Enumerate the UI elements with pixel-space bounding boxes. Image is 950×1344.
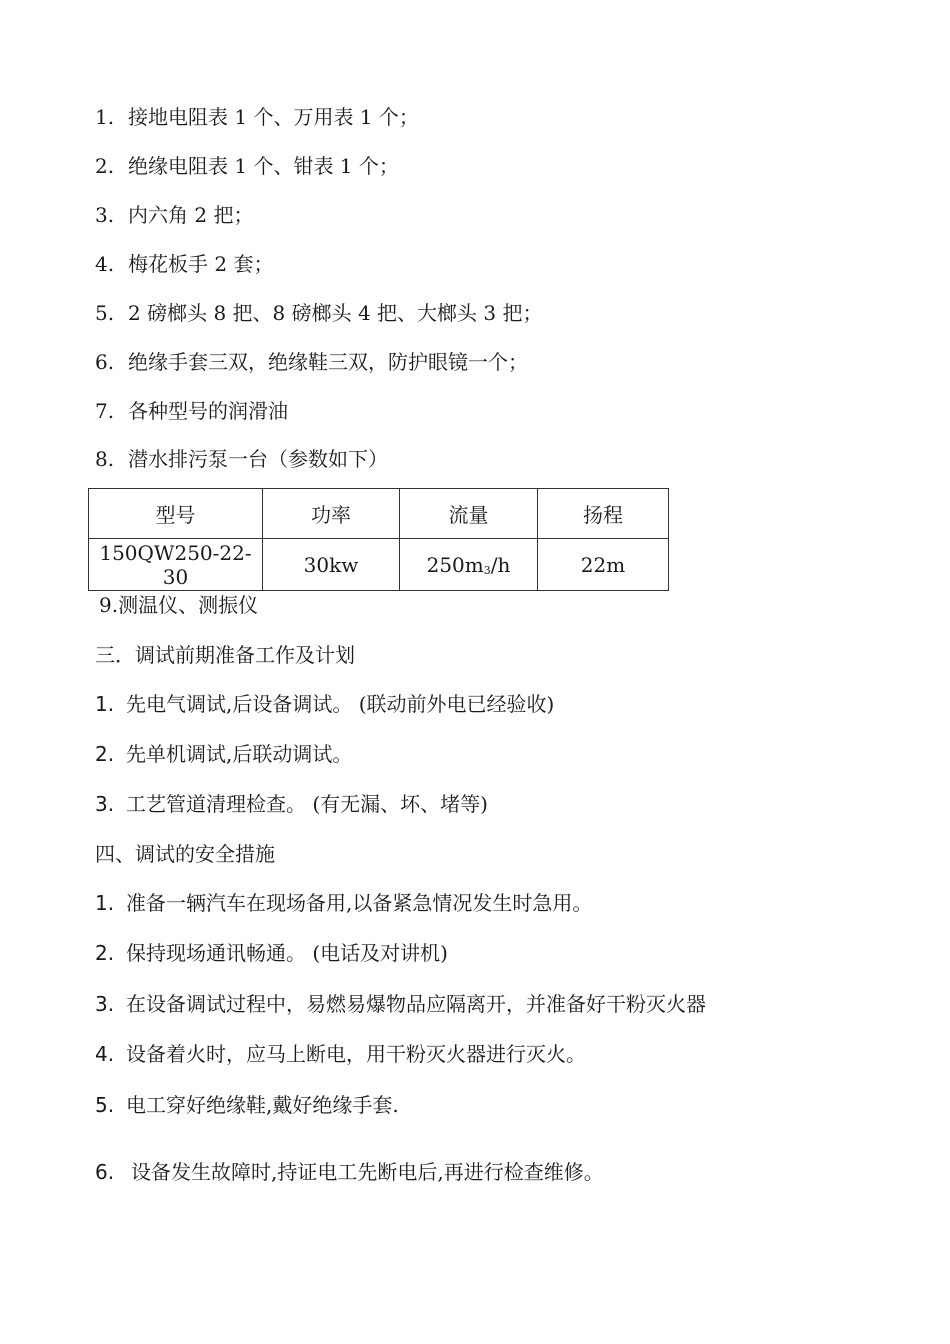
list-number: 2.	[95, 154, 115, 178]
section-4-item-5	[95, 1093, 399, 1117]
section-4-title: 四、调试的安全措施	[95, 842, 275, 866]
table-header-cell: 功率	[263, 489, 400, 539]
list-item-5	[95, 301, 542, 325]
flow-value: 250m	[426, 552, 484, 577]
list-item-6	[95, 350, 528, 374]
list-text: 工艺管道清理检查。 (有无漏、坏、堵等)	[126, 792, 488, 816]
section-4-item-2	[95, 941, 448, 965]
list-item-4	[95, 252, 273, 276]
list-text: 电工穿好绝缘鞋,戴好绝缘手套.	[126, 1093, 399, 1117]
list-item-9: 9.测温仪、测振仪	[99, 593, 259, 617]
list-item-1	[95, 105, 419, 129]
list-text: 设备发生故障时,持证电工先断电后,再进行检查维修。	[131, 1160, 604, 1184]
list-text: 梅花板手 2 套；	[128, 252, 274, 276]
list-number: 3.	[95, 792, 115, 816]
table-cell-head: 22m	[538, 539, 669, 591]
list-text: 各种型号的润滑油	[128, 399, 288, 423]
list-text: 在设备调试过程中，易燃易爆物品应隔离开，并准备好干粉灭火器	[126, 992, 706, 1016]
table-header-cell: 流量	[400, 489, 538, 539]
list-number: 7.	[95, 399, 115, 423]
list-text: 潜水排污泵一台（参数如下）	[128, 447, 388, 471]
list-number: 5.	[95, 301, 115, 325]
list-text: 绝缘手套三双，绝缘鞋三双，防护眼镜一个；	[128, 350, 528, 374]
table-header-cell: 扬程	[538, 489, 669, 539]
list-number: 3.	[95, 992, 115, 1016]
list-number: 4.	[95, 252, 115, 276]
section-4-item-3	[95, 992, 706, 1016]
list-item-7	[95, 399, 288, 423]
section-3-item-2	[95, 742, 352, 766]
list-item-8	[95, 447, 388, 471]
table-cell-power: 30kw	[263, 539, 400, 591]
table-row	[89, 539, 669, 591]
list-number: 1.	[95, 692, 115, 716]
list-number: 5.	[95, 1093, 115, 1117]
pump-parameter-table	[88, 488, 669, 591]
list-number: 6.	[95, 350, 115, 374]
list-item-2	[95, 154, 399, 178]
section-3-title: 三．调试前期准备工作及计划	[95, 643, 355, 667]
list-number: 2.	[95, 941, 115, 965]
table-header-cell: 型号	[89, 489, 263, 539]
table-cell-model: 150QW250-22-30	[89, 539, 263, 591]
list-text: 准备一辆汽车在现场备用,以备紧急情况发生时急用。	[126, 891, 593, 915]
list-text: 先电气调试,后设备调试。 (联动前外电已经验收)	[126, 692, 555, 716]
section-4-item-6	[95, 1160, 604, 1184]
table-cell-flow	[400, 539, 538, 591]
list-number: 2.	[95, 742, 115, 766]
list-number: 4.	[95, 1042, 115, 1066]
list-text: 先单机调试,后联动调试。	[126, 742, 353, 766]
list-text: 接地电阻表 1 个、万用表 1 个；	[128, 105, 419, 129]
list-item-3	[95, 203, 253, 227]
list-number: 1.	[95, 105, 115, 129]
flow-superscript: 3	[483, 563, 491, 577]
section-4-item-4	[95, 1042, 586, 1066]
list-text: 保持现场通讯畅通。 (电话及对讲机)	[126, 941, 448, 965]
list-text: 内六角 2 把；	[128, 203, 254, 227]
list-text: 2 磅榔头 8 把、8 磅榔头 4 把、大榔头 3 把；	[128, 301, 543, 325]
section-3-item-3	[95, 792, 488, 816]
list-number: 1.	[95, 891, 115, 915]
flow-unit: /h	[490, 552, 511, 577]
section-3-item-1	[95, 692, 554, 716]
list-text: 绝缘电阻表 1 个、钳表 1 个；	[128, 154, 399, 178]
section-4-item-1	[95, 891, 592, 915]
table-header-row	[89, 489, 669, 539]
list-number: 3.	[95, 203, 115, 227]
list-number: 8.	[95, 447, 115, 471]
list-text: 设备着火时，应马上断电，用干粉灭火器进行灭火。	[126, 1042, 586, 1066]
list-number: 6.	[95, 1160, 115, 1184]
